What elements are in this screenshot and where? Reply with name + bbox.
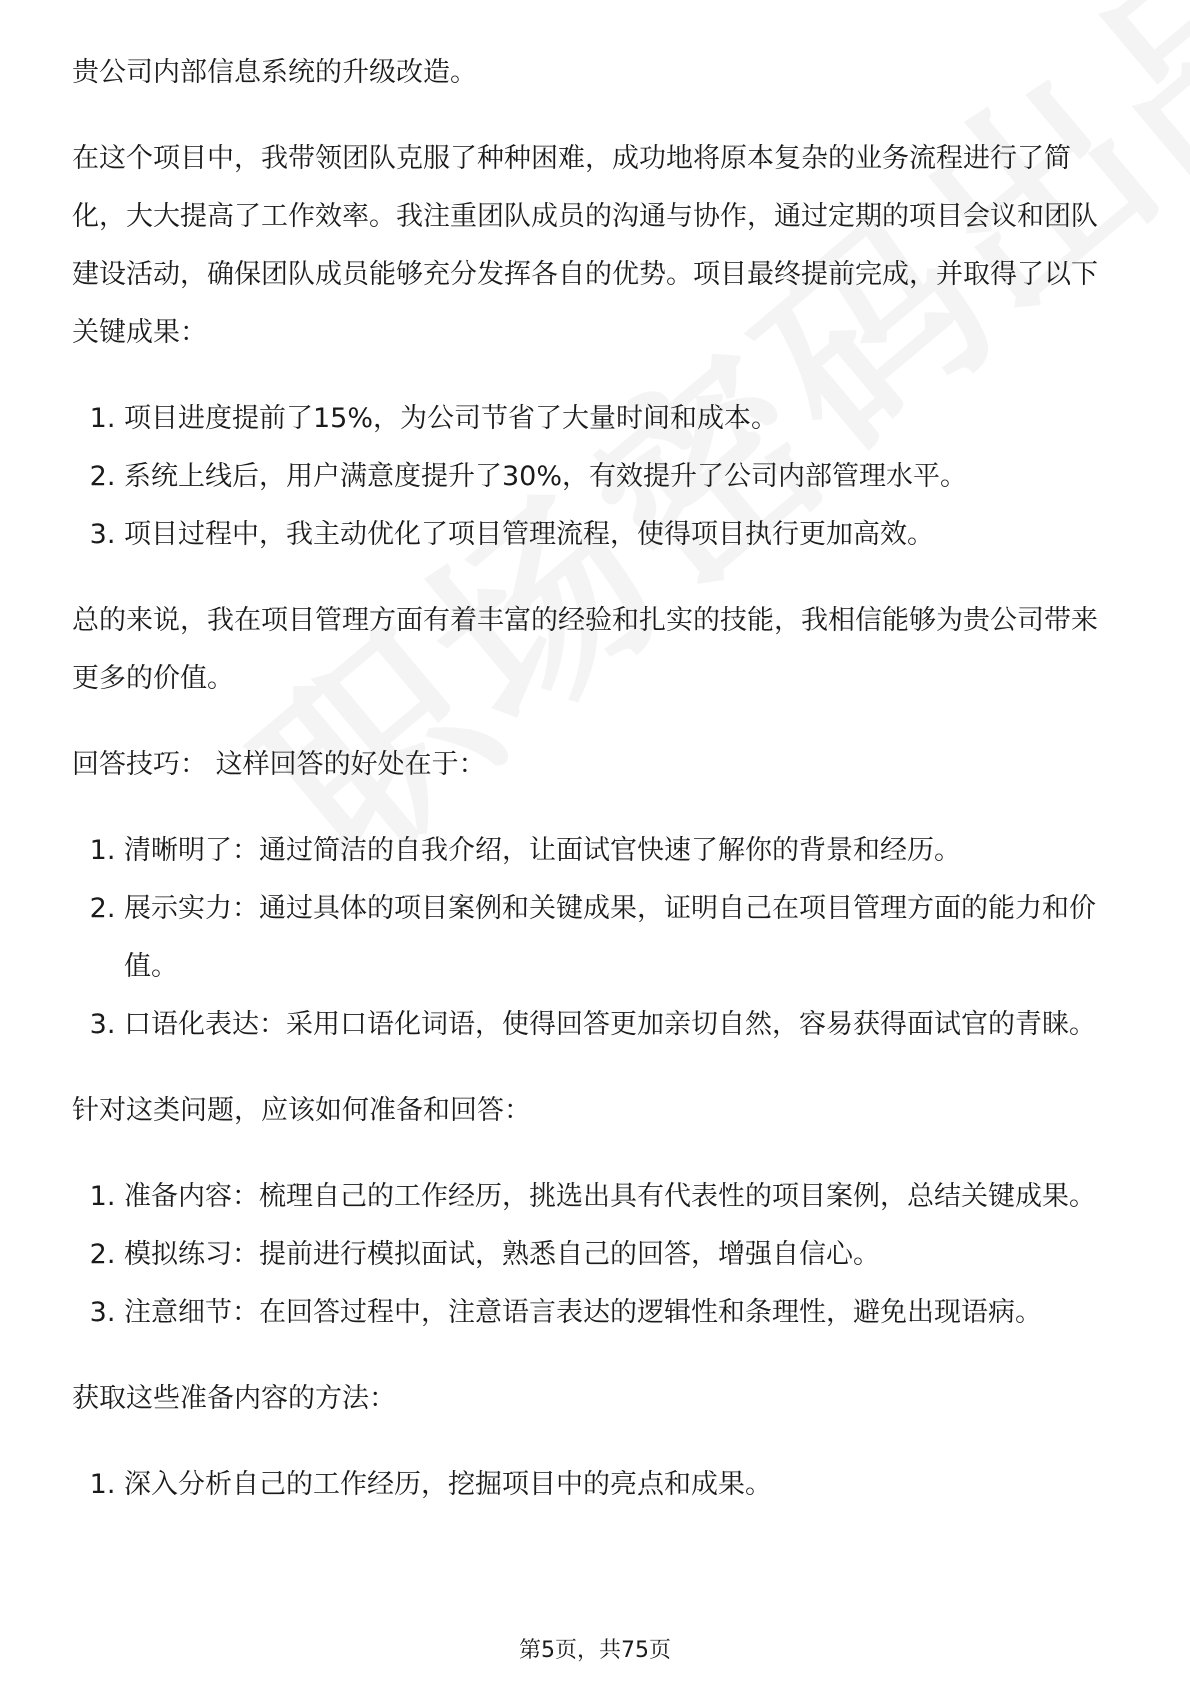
tips-list <box>72 822 1122 1054</box>
paragraph: 总的来说，我在项目管理方面有着丰富的经验和扎实的技能，我相信能够为贵公司带来更多的价值。 <box>72 605 1098 694</box>
list-item: 3. 项目过程中，我主动优化了项目管理流程，使得项目执行更加高效。 <box>124 506 1122 564</box>
results-list <box>72 390 1122 564</box>
page-number: 第5页，共75页 <box>519 1638 671 1663</box>
section-heading: 获取这些准备内容的方法： <box>72 1383 396 1414</box>
methods-list <box>72 1456 1122 1514</box>
section-heading: 回答技巧： 这样回答的好处在于： <box>72 749 486 780</box>
list-item: 3. 口语化表达：采用口语化词语，使得回答更加亲切自然，容易获得面试官的青睐。 <box>124 996 1122 1054</box>
document-body <box>72 44 1122 1542</box>
preparation-list <box>72 1168 1122 1342</box>
list-item: 1. 准备内容：梳理自己的工作经历，挑选出具有代表性的项目案例，总结关键成果。 <box>124 1168 1122 1226</box>
list-item: 1. 清晰明了：通过简洁的自我介绍，让面试官快速了解你的背景和经历。 <box>124 822 1122 880</box>
list-item: 1. 项目进度提前了15%，为公司节省了大量时间和成本。 <box>124 390 1122 448</box>
list-item: 2. 系统上线后，用户满意度提升了30%，有效提升了公司内部管理水平。 <box>124 448 1122 506</box>
paragraph: 贵公司内部信息系统的升级改造。 <box>72 57 477 88</box>
list-item: 2. 展示实力：通过具体的项目案例和关键成果，证明自己在项目管理方面的能力和价值。 <box>124 880 1122 996</box>
paragraph: 在这个项目中，我带领团队克服了种种困难，成功地将原本复杂的业务流程进行了简化，大大提高了工作效率。我注重团队成员的沟通与协作，通过定期的项目会议和团队建设活动，确保团队成员能够充分发挥各自的优势。项目最终提前完成，并取得了以下关键成果： <box>72 143 1098 348</box>
list-item: 1. 深入分析自己的工作经历，挖掘项目中的亮点和成果。 <box>124 1456 1122 1514</box>
list-item: 2. 模拟练习：提前进行模拟面试，熟悉自己的回答，增强自信心。 <box>124 1226 1122 1284</box>
list-item: 3. 注意细节：在回答过程中，注意语言表达的逻辑性和条理性，避免出现语病。 <box>124 1284 1122 1342</box>
section-heading: 针对这类问题，应该如何准备和回答： <box>72 1095 531 1126</box>
